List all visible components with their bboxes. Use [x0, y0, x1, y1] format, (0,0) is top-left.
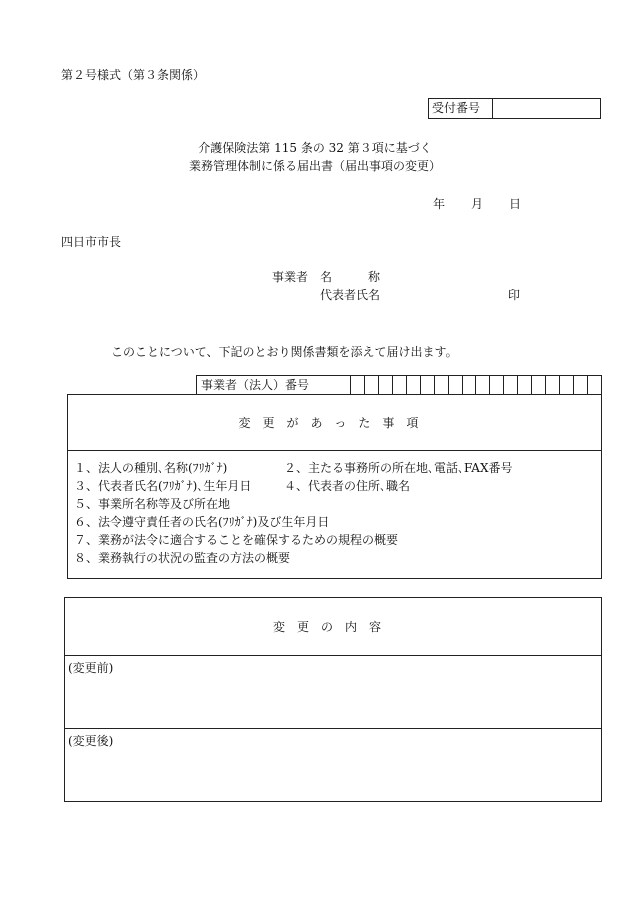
representative-name-label: 代表者氏名: [320, 288, 381, 302]
business-number-cell[interactable]: [560, 376, 574, 394]
date-year-label: 年: [433, 197, 446, 211]
business-number-cell[interactable]: [365, 376, 379, 394]
change-item-label: ８、業務執行の状況の監査の方法の概要: [74, 551, 291, 565]
business-number-label: 事業者（法人）番号: [197, 376, 351, 394]
business-number-cell[interactable]: [421, 376, 435, 394]
business-number-cell[interactable]: [393, 376, 407, 394]
business-number-cell[interactable]: [463, 376, 477, 394]
addressee: 四日市市長: [61, 235, 122, 249]
change-item-row: [74, 513, 601, 531]
change-items-header: 変更があった事項: [68, 395, 601, 451]
business-number-cell[interactable]: [435, 376, 449, 394]
intro-text: このことについて、下記のとおり関係書類を添えて届け出ます。: [111, 345, 458, 359]
change-item-label: １、法人の種別､名称(ﾌﾘｶﾞﾅ): [74, 461, 228, 475]
business-number-row: [196, 375, 602, 394]
business-number-cell[interactable]: [574, 376, 588, 394]
business-number-cell[interactable]: [407, 376, 421, 394]
reception-number-field[interactable]: [493, 99, 600, 118]
business-number-cell[interactable]: [476, 376, 490, 394]
change-item-row: [74, 477, 601, 495]
change-item-label: ２、主たる事務所の所在地､電話､FAX番号: [284, 461, 513, 475]
business-number-cell[interactable]: [518, 376, 532, 394]
before-change-section[interactable]: [65, 656, 601, 729]
seal-mark: 印: [508, 288, 521, 302]
before-change-label: (変更前): [68, 661, 114, 675]
business-number-cell[interactable]: [490, 376, 504, 394]
change-item-label: ３、代表者氏名(ﾌﾘｶﾞﾅ)､生年月日: [74, 479, 252, 493]
business-number-cell[interactable]: [351, 376, 365, 394]
change-items-list: [68, 451, 601, 567]
change-items-table: [67, 394, 602, 579]
change-contents-header: 変更の内容: [65, 598, 601, 656]
change-contents-table: [64, 597, 602, 802]
business-number-cell[interactable]: [379, 376, 393, 394]
date-month-label: 月: [471, 197, 484, 211]
date-day-label: 日: [509, 197, 522, 211]
reception-number-label: 受付番号: [429, 99, 493, 118]
business-number-cell[interactable]: [546, 376, 560, 394]
change-item-row: [74, 531, 601, 549]
form-title-line2: 業務管理体制に係る届出書（届出事項の変更）: [188, 159, 441, 173]
change-item-row: [74, 549, 601, 567]
change-item-label: ７、業務が法令に適合することを確保するための規程の概要: [74, 533, 399, 547]
form-number: 第２号様式（第３条関係）: [61, 68, 206, 82]
business-number-cells[interactable]: [351, 376, 601, 394]
after-change-label: (変更後): [68, 734, 114, 748]
business-name-label: 名 称: [320, 270, 381, 284]
business-number-cell[interactable]: [449, 376, 463, 394]
form-title-line1: 介護保険法第 115 条の 32 第３項に基づく: [198, 141, 432, 155]
change-item-row: [74, 495, 601, 513]
change-item-label: ６、法令遵守責任者の氏名(ﾌﾘｶﾞﾅ)及び生年月日: [74, 515, 330, 529]
change-item-row: [74, 459, 601, 477]
reception-number-box: [428, 98, 601, 119]
change-item-label: ４、代表者の住所､職名: [284, 479, 411, 493]
business-number-cell[interactable]: [504, 376, 518, 394]
after-change-section[interactable]: [65, 729, 601, 802]
change-item-label: ５、事業所名称等及び所在地: [74, 497, 231, 511]
business-number-cell[interactable]: [532, 376, 546, 394]
business-operator-label: 事業者: [272, 270, 309, 284]
business-number-cell[interactable]: [588, 376, 601, 394]
